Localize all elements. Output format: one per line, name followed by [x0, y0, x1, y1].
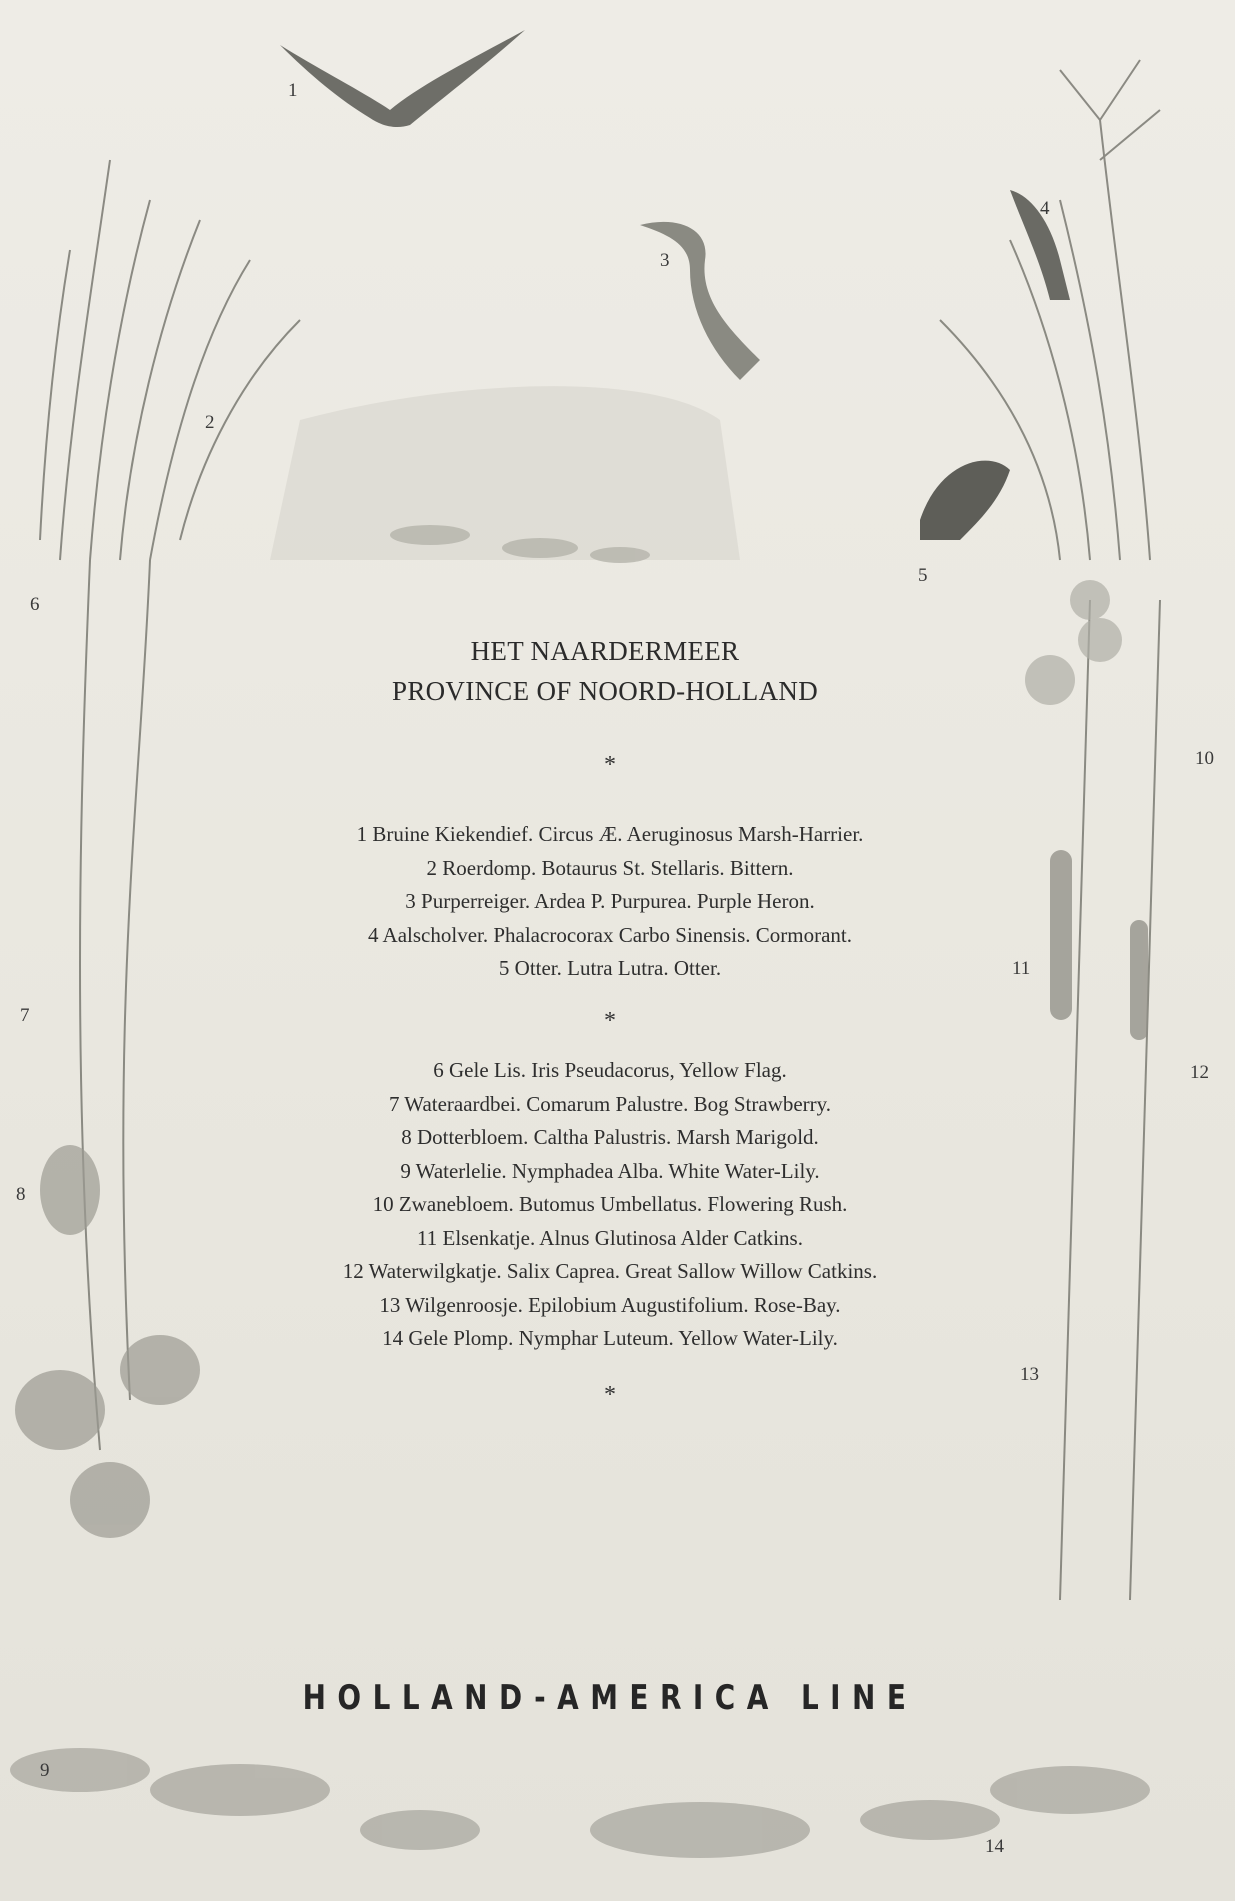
- heading-line-1: HET NAARDERMEER: [470, 636, 740, 666]
- list-item: 9 Waterlelie. Nymphadea Alba. White Water-Lily.: [400, 1158, 820, 1183]
- callout-3: 3: [660, 250, 670, 271]
- list-item: 11 Elsenkatje. Alnus Glutinosa Alder Catkins.: [417, 1225, 803, 1250]
- list-item: 1 Bruine Kiekendief. Circus Æ. Aeruginosus Marsh-Harrier.: [356, 822, 864, 846]
- list-item: 7 Wateraardbei. Comarum Palustre. Bog Strawberry.: [388, 1091, 832, 1116]
- list-item: 6 Gele Lis. Iris Pseudacorus, Yellow Flag.: [433, 1058, 787, 1082]
- callout-11: 11: [1012, 958, 1031, 979]
- list-item: 13 Wilgenroosje. Epilobium Augustifolium. Rose-Bay.: [379, 1292, 841, 1317]
- list-item: 12 Waterwilgkatje. Salix Caprea. Great Sallow Willow Catkins.: [342, 1259, 878, 1283]
- callout-10: 10: [1195, 748, 1214, 769]
- brand-footer: HOLLAND-AMERICA LINE: [302, 1678, 918, 1718]
- list-item: 14 Gele Plomp. Nymphar Luteum. Yellow Water-Lily.: [382, 1326, 838, 1350]
- callout-9: 9: [40, 1760, 50, 1781]
- list-item: 8 Dotterbloem. Caltha Palustris. Marsh Marigold.: [401, 1125, 819, 1149]
- callout-4: 4: [1040, 198, 1050, 219]
- callout-1: 1: [288, 80, 298, 101]
- list-item: 4 Aalscholver. Phalacrocorax Carbo Sinensis. Cormorant.: [367, 922, 853, 947]
- animals-list: [0, 818, 1220, 986]
- callout-14: 14: [985, 1836, 1004, 1857]
- callout-13: 13: [1020, 1364, 1039, 1385]
- separator-star: *: [604, 1008, 616, 1034]
- heading-line-2: PROVINCE OF NOORD-HOLLAND: [392, 676, 818, 706]
- plants-list: [0, 1054, 1220, 1356]
- list-item: 3 Purperreiger. Ardea P. Purpurea. Purple Heron.: [405, 889, 815, 913]
- callout-8: 8: [16, 1184, 26, 1205]
- separator-star: *: [604, 1382, 616, 1408]
- callout-7: 7: [20, 1005, 30, 1026]
- callout-2: 2: [205, 412, 215, 433]
- separator-star: *: [604, 752, 616, 778]
- callout-12: 12: [1190, 1062, 1209, 1083]
- list-item: 2 Roerdomp. Botaurus St. Stellaris. Bittern.: [426, 855, 794, 880]
- list-item: 10 Zwanebloem. Butomus Umbellatus. Flowering Rush.: [372, 1192, 848, 1216]
- callout-6: 6: [30, 594, 40, 615]
- list-item: 5 Otter. Lutra Lutra. Otter.: [498, 956, 722, 980]
- callout-5: 5: [918, 565, 928, 586]
